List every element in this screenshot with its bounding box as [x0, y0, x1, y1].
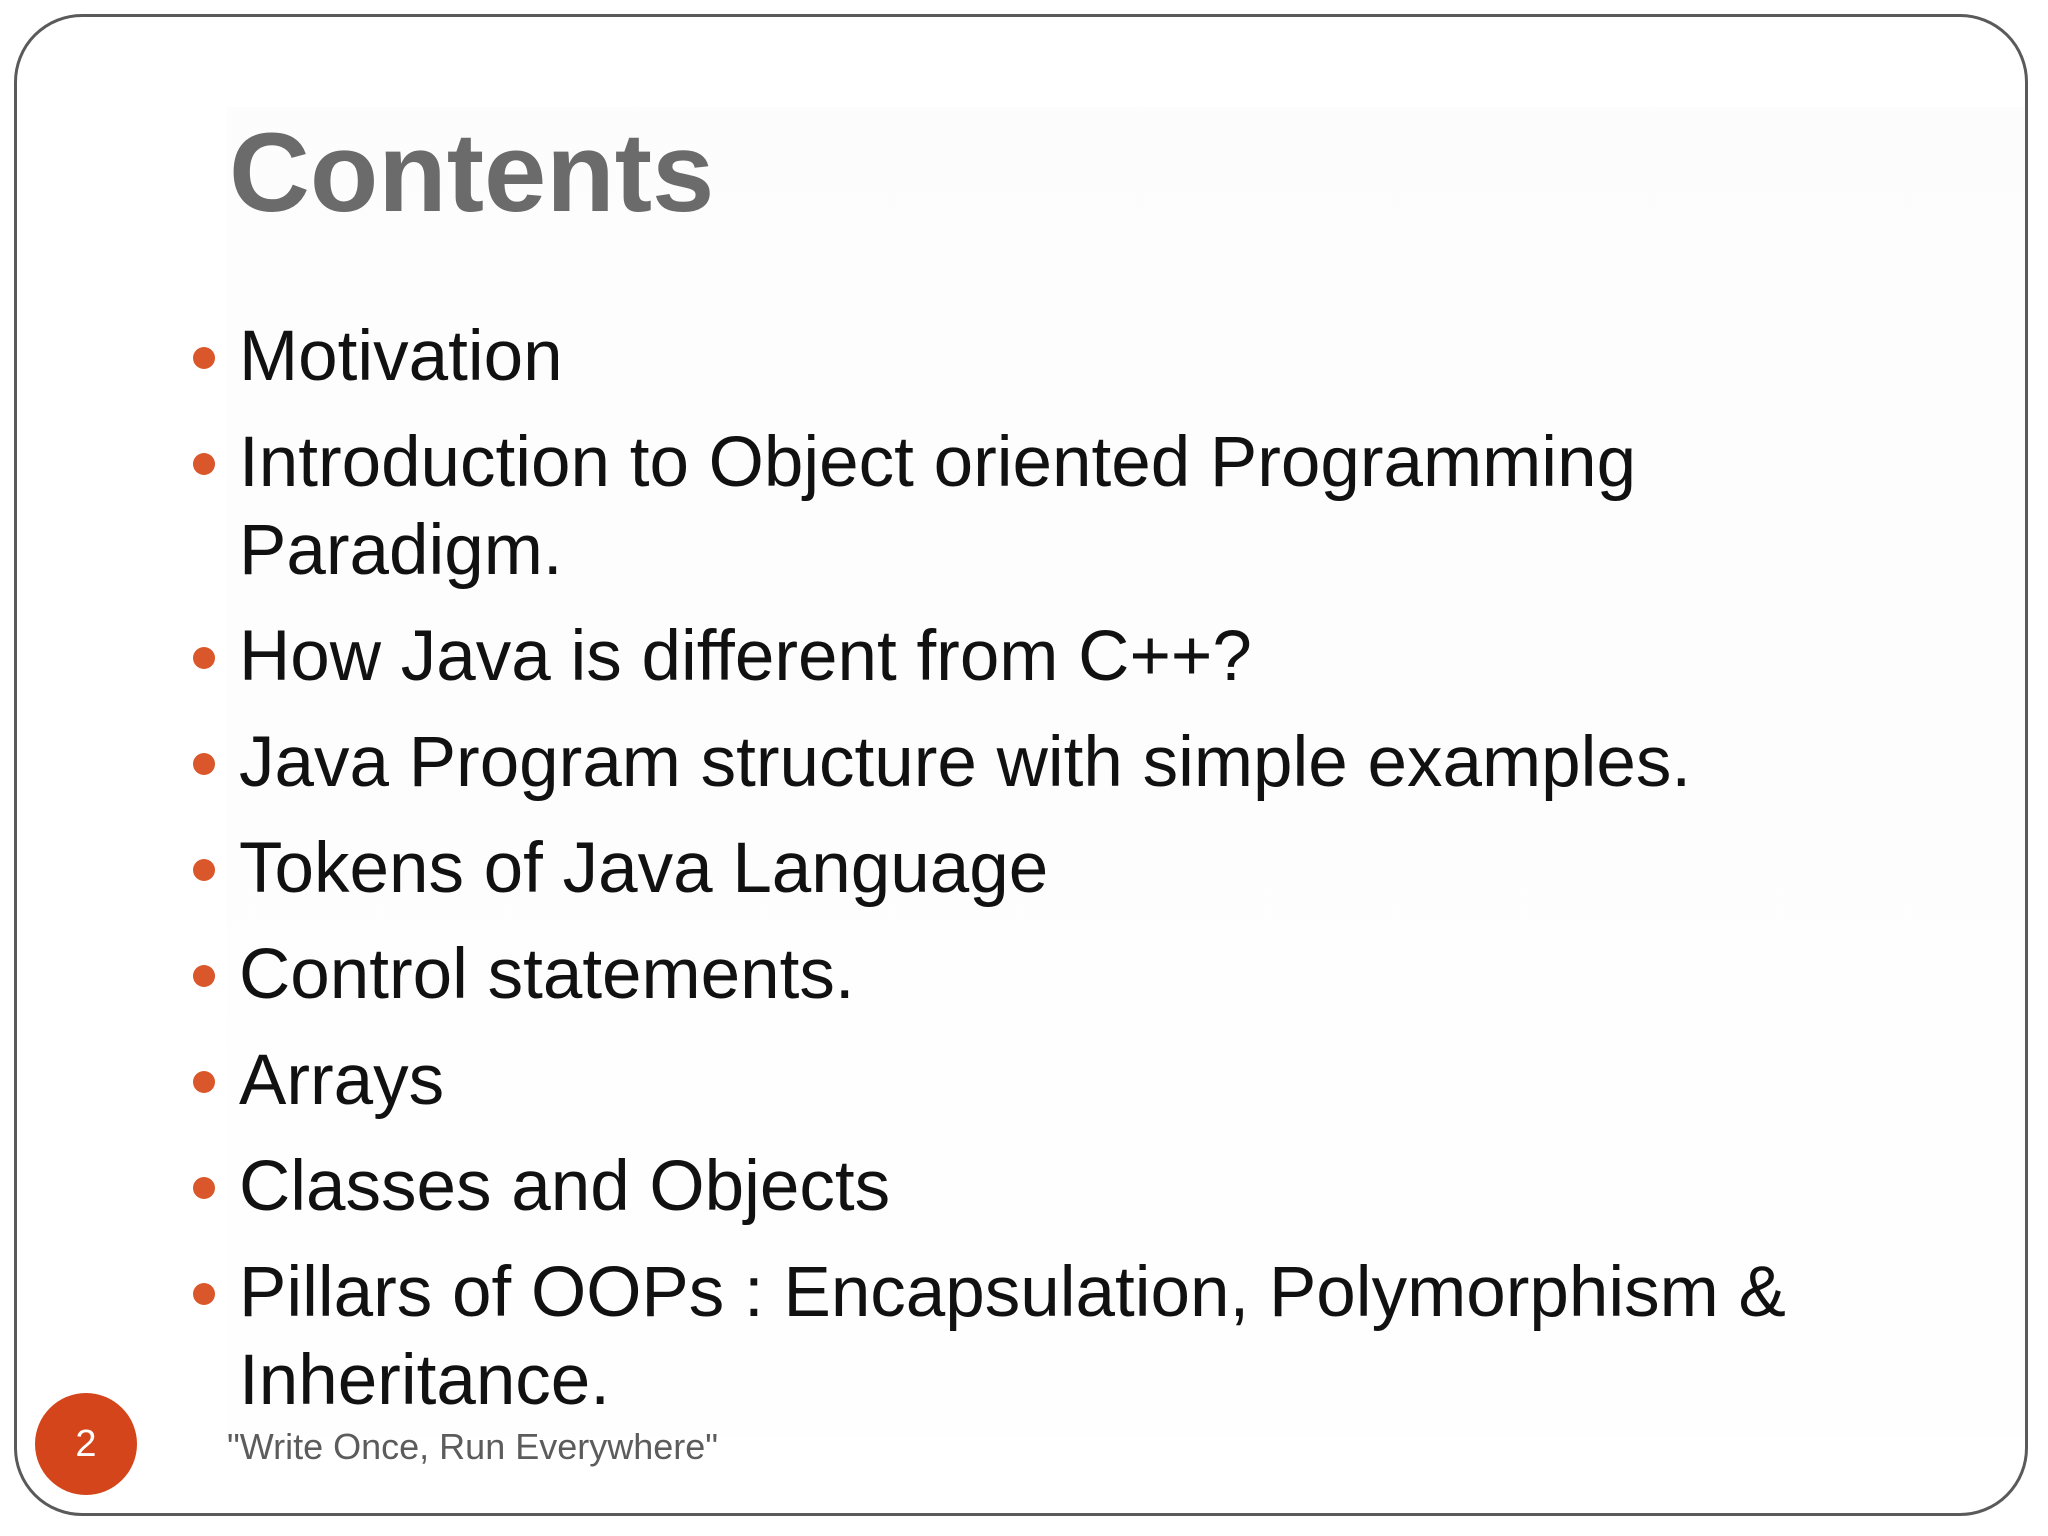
bullet-dot-icon	[193, 965, 215, 987]
bullet-list	[167, 313, 1947, 1443]
bullet-dot-icon	[193, 347, 215, 369]
bullet-dot-icon	[193, 753, 215, 775]
bullet-item	[167, 931, 1947, 1019]
bullet-item	[167, 1249, 1947, 1425]
bullet-text: How Java is different from C++?	[239, 617, 1252, 696]
slide	[14, 14, 2028, 1516]
bullet-text: Arrays	[239, 1041, 445, 1120]
bullet-item	[167, 719, 1947, 807]
bullet-dot-icon	[193, 1177, 215, 1199]
page-number: 2	[75, 1422, 97, 1465]
bullet-item	[167, 1143, 1947, 1231]
bullet-item	[167, 613, 1947, 701]
bullet-dot-icon	[193, 1071, 215, 1093]
bullet-item	[167, 825, 1947, 913]
bullet-text: Control statements.	[239, 935, 855, 1014]
bullet-dot-icon	[193, 859, 215, 881]
bullet-dot-icon	[193, 453, 215, 475]
footer-tagline: "Write Once, Run Everywhere"	[227, 1426, 719, 1467]
bullet-text: Motivation	[239, 317, 563, 396]
slide-title: Contents	[229, 110, 715, 235]
bullet-item	[167, 419, 1947, 595]
bullet-item	[167, 313, 1947, 401]
page-number-badge	[35, 1393, 137, 1495]
bullet-text: Pillars of OOPs : Encapsulation, Polymorphism & Inheritance.	[239, 1253, 1786, 1420]
bullet-dot-icon	[193, 1283, 215, 1305]
bullet-item	[167, 1037, 1947, 1125]
bullet-text: Introduction to Object oriented Programming Paradigm.	[239, 423, 1637, 590]
bullet-text: Java Program structure with simple examples.	[239, 723, 1692, 802]
bullet-text: Tokens of Java Language	[239, 829, 1049, 908]
bullet-text: Classes and Objects	[239, 1147, 891, 1226]
bullet-dot-icon	[193, 647, 215, 669]
